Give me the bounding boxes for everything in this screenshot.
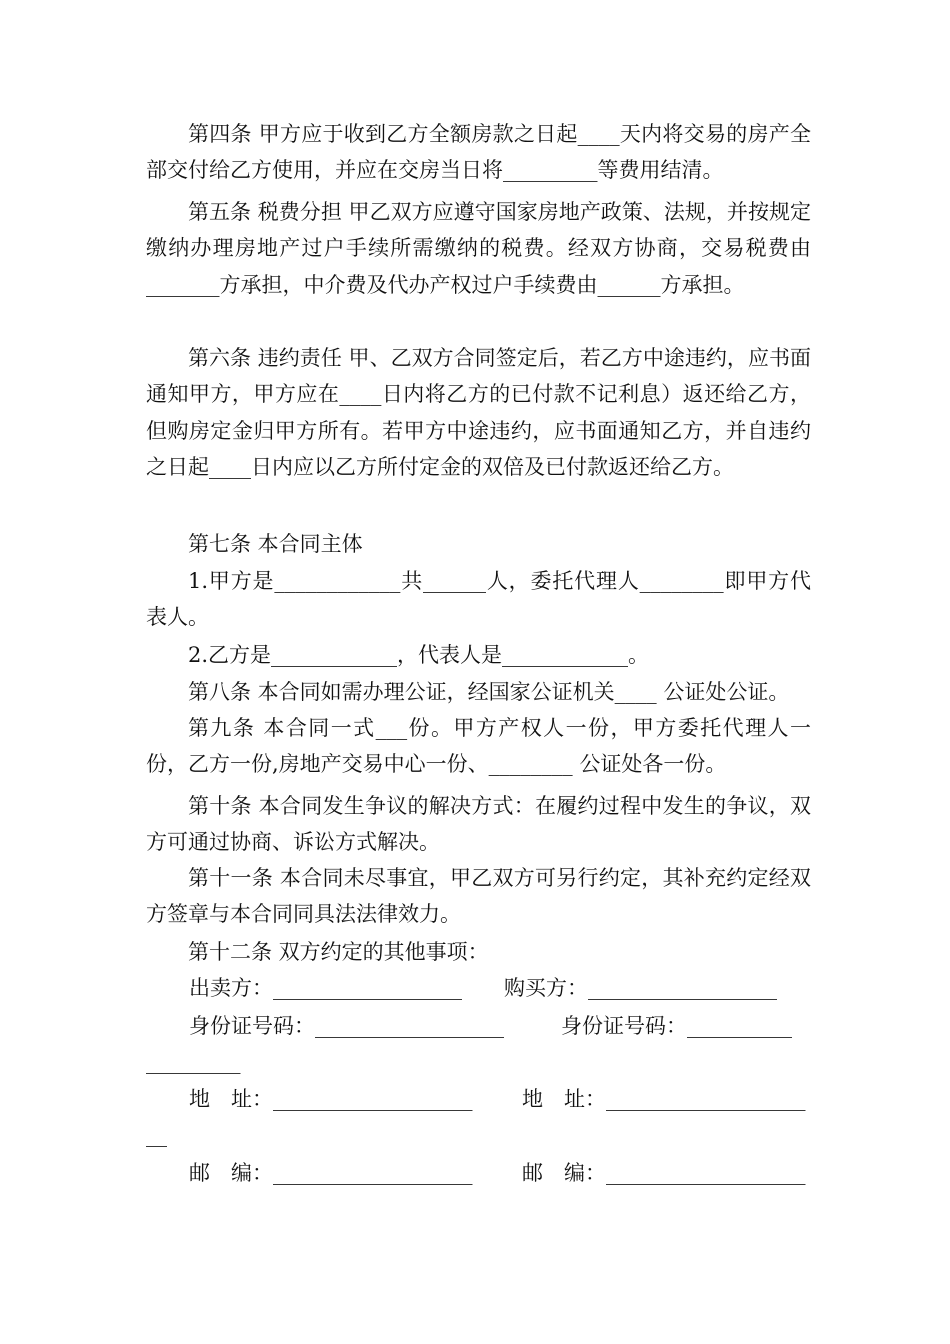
signature-row-id: [189, 1008, 829, 1044]
signature-row-address: [189, 1081, 829, 1117]
article-5: 第五条 税费分担 甲乙双方应遵守国家房地产政策、法规，并按规定缴纳办理房地产过户手续所需缴纳的税费。经双方协商，交易税费由_______方承担，中介费及代办产权过户手续费由______方承担。: [146, 200, 811, 297]
article-4: 第四条 甲方应于收到乙方全额房款之日起____天内将交易的房产全部交付给乙方使用，并应在交房当日将_________等费用结清。: [146, 122, 811, 183]
seller-id-field: 身份证号码：__________________: [189, 1014, 504, 1038]
article-11: 第十一条 本合同未尽事宜，甲乙双方可另行约定，其补充约定经双方签章与本合同同具法法律效力。: [146, 866, 811, 927]
seller-field: 出卖方：__________________: [189, 976, 462, 1000]
article-7-party-a: 1.甲方是____________共______人，委托代理人________即甲方代表人。: [146, 569, 811, 630]
buyer-id-continuation: _________: [146, 1050, 241, 1074]
article-8: 第八条 本合同如需办理公证，经国家公证机关____ 公证处公证。: [188, 680, 790, 704]
buyer-field: 购买方：__________________: [504, 976, 777, 1000]
article-7-title: 第七条 本合同主体: [188, 532, 363, 556]
article-12: 第十二条 双方约定的其他事项：: [188, 940, 489, 964]
article-10: 第十条 本合同发生争议的解决方式：在履约过程中发生的争议，双方可通过协商、诉讼方式解决。: [146, 794, 811, 855]
buyer-address-continuation: __: [146, 1123, 167, 1147]
article-9: 第九条 本合同一式___份。甲方产权人一份，甲方委托代理人一份，乙方一份,房地产交易中心一份、________ 公证处各一份。: [146, 716, 811, 777]
seller-address-field: 地 址：___________________: [189, 1087, 473, 1111]
buyer-zip-field: 邮 编：___________________: [522, 1161, 806, 1185]
seller-zip-field: 邮 编：___________________: [189, 1161, 473, 1185]
article-7-party-b: 2.乙方是____________，代表人是____________。: [188, 643, 650, 667]
signature-row-party: [189, 970, 829, 1006]
buyer-id-field: 身份证号码：__________: [561, 1014, 792, 1038]
article-6: 第六条 违约责任 甲、乙双方合同签定后，若乙方中途违约，应书面通知甲方，甲方应在____日内将乙方的已付款不记利息）返还给乙方，但购房定金归甲方所有。若甲方中途违约，应书面通知乙方，并自违约之日起____日内应以乙方所付定金的双倍及已付款返还给乙方。: [146, 346, 811, 479]
signature-row-zip: [189, 1155, 829, 1191]
buyer-address-field: 地 址：___________________: [522, 1087, 806, 1111]
